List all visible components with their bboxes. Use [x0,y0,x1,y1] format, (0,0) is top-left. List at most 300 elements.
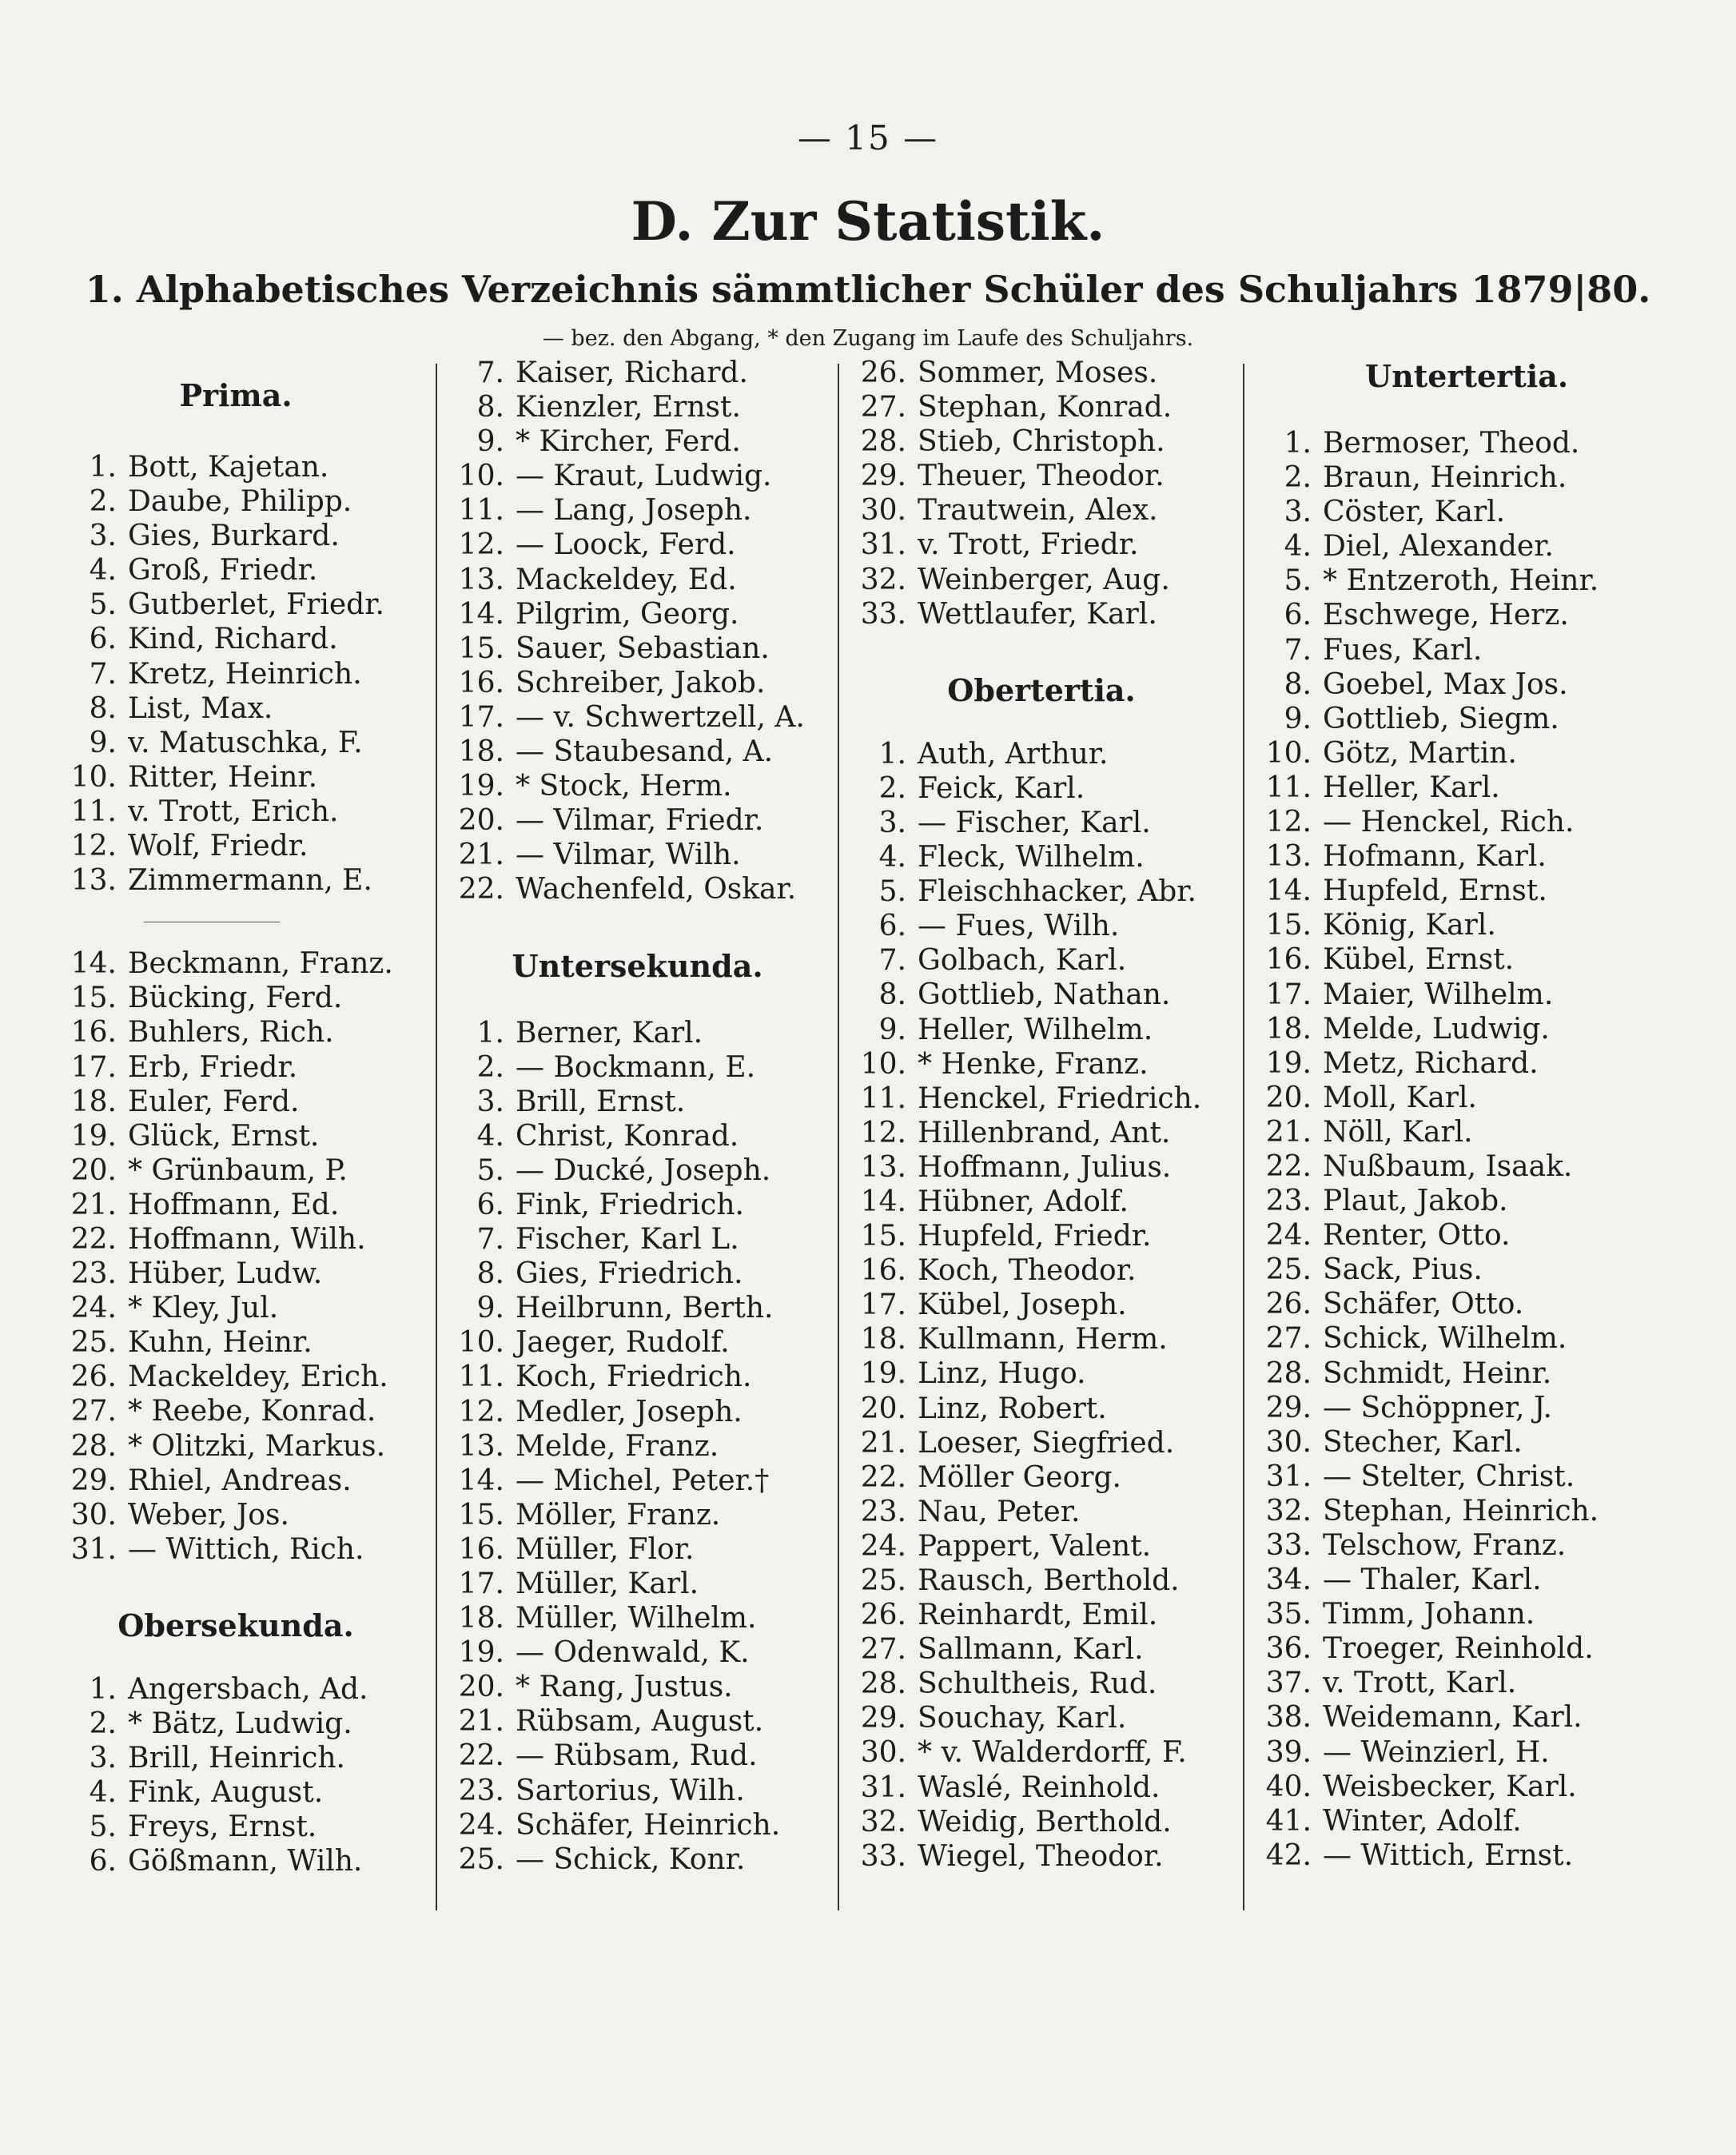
student-name: Möller, Franz. [516,1498,721,1532]
student-name: — Wittich, Rich. [128,1532,364,1566]
student-entry [48,1775,424,1810]
entry-number: 9. [1284,702,1312,735]
entry-number: 19. [1265,1046,1312,1080]
student-name: Berner, Karl. [516,1016,703,1050]
column-4 [1243,356,1690,1873]
student-name: Linz, Hugo. [918,1357,1086,1391]
entry-number: 19. [70,1119,117,1153]
entry-number: 4. [878,841,906,874]
entry-number: 14. [458,1464,504,1497]
student-name: Kind, Richard. [128,623,338,656]
entry-number: 6. [878,910,906,943]
heading-obersekunda: Obersekunda. [117,1607,354,1643]
student-entry [1243,1494,1690,1528]
student-entry [48,484,424,519]
student-name: Freys, Ernst. [128,1810,317,1844]
entry-number: 7. [1284,633,1312,667]
student-entry [436,1739,839,1773]
entry-number: 12. [70,830,117,863]
student-entry [436,700,839,735]
entry-number: 2. [89,485,117,519]
student-entry [48,1153,424,1188]
student-name: Schultheis, Rud. [918,1667,1157,1701]
student-entry [48,1741,424,1775]
student-name: Winter, Adolf. [1323,1804,1522,1838]
student-name: — Weinzierl, H. [1323,1735,1550,1769]
entry-number: 40. [1265,1770,1312,1803]
student-entry [436,1532,839,1567]
prima-list-2 [48,946,424,1567]
untertertia-list [1243,426,1690,1873]
student-name: Melde, Franz. [516,1429,719,1463]
obertertia-list [838,737,1245,1874]
entry-number: 22. [70,1222,117,1256]
entry-number: 10. [860,1047,906,1081]
student-name: Heller, Wilhelm. [918,1013,1153,1046]
column-2 [436,356,839,1877]
student-name: Nöll, Karl. [1323,1115,1473,1149]
entry-number: 9. [476,1292,504,1325]
entry-number: 29. [860,1702,906,1735]
student-name: Brill, Heinrich. [128,1742,346,1775]
student-name: Kretz, Heinrich. [128,657,362,691]
entry-number: 7. [878,944,906,978]
student-name: Waslé, Reinhold. [918,1771,1161,1804]
student-name: Schäfer, Heinrich. [516,1808,781,1842]
entry-number: 5. [476,1153,504,1187]
entry-number: 15. [458,1498,504,1532]
entry-number: 27. [70,1395,117,1428]
student-entry [436,390,839,424]
student-entry [1243,1149,1690,1184]
student-entry [838,1701,1245,1735]
entry-number: 20. [860,1392,906,1425]
entry-number: 25. [458,1842,504,1876]
entry-number: 29. [1265,1391,1312,1424]
student-name: * Bätz, Ludwig. [128,1707,352,1740]
student-name: Wachenfeld, Oskar. [516,873,797,906]
student-name: Henckel, Friedrich. [918,1081,1202,1115]
student-entry [48,1810,424,1844]
student-name: Bott, Kajetan. [128,451,329,484]
student-name: Medler, Joseph. [516,1395,743,1428]
student-name: — Fues, Wilh. [918,910,1120,943]
entry-number: 1. [476,1016,504,1050]
student-entry [48,1325,424,1360]
entry-number: 12. [458,528,504,562]
entry-number: 26. [860,1599,906,1632]
student-entry [1243,1528,1690,1563]
student-entry [1243,1838,1690,1873]
entry-number: 3. [878,806,906,839]
entry-number: 19. [458,1636,504,1670]
student-entry [1243,529,1690,564]
student-entry [48,1015,424,1050]
entry-number: 17. [860,1289,906,1322]
entry-number: 3. [1284,496,1312,529]
student-entry [48,1257,424,1291]
student-name: Stecher, Karl. [1323,1425,1523,1459]
student-name: Cöster, Karl. [1323,496,1506,529]
entry-number: 26. [1265,1288,1312,1321]
student-name: Kullmann, Herm. [918,1323,1168,1356]
student-entry [838,597,1245,631]
student-entry [1243,1287,1690,1321]
entry-number: 12. [458,1395,504,1428]
student-entry [838,493,1245,528]
entry-number: 18. [860,1323,906,1356]
entry-number: 42. [1265,1838,1312,1872]
student-name: Trautwein, Alex. [918,494,1158,528]
entry-number: 12. [860,1116,906,1149]
student-entry [436,666,839,700]
student-entry [48,588,424,622]
entry-number: 15. [458,631,504,665]
student-entry [436,1808,839,1842]
student-name: — Lang, Joseph. [516,494,752,528]
student-name: Daube, Philipp. [128,485,352,519]
student-name: Sack, Pius. [1323,1253,1483,1287]
column-3 [838,356,1245,1874]
student-name: Kuhn, Heinr. [128,1326,313,1360]
entry-number: 3. [89,1742,117,1775]
student-name: Diel, Alexander. [1323,530,1554,564]
student-name: Beckmann, Franz. [128,947,393,981]
entry-number: 28. [860,1667,906,1701]
entry-number: 28. [70,1429,117,1463]
entry-number: 6. [89,1845,117,1878]
entry-number: 6. [1284,599,1312,632]
student-name: Fues, Karl. [1323,633,1483,667]
heading-obertertia: Obertertia. [947,671,1136,708]
student-entry [1243,736,1690,771]
student-entry [436,631,839,666]
entry-number: 32. [860,563,906,596]
student-name: Wiegel, Theodor. [918,1839,1164,1873]
student-entry [436,1119,839,1153]
student-entry [1243,1253,1690,1287]
entry-number: 23. [70,1257,117,1291]
page-number: — 15 — [797,118,939,157]
entry-number: 11. [70,795,117,828]
entry-number: 17. [70,1050,117,1084]
entry-number: 30. [1265,1425,1312,1459]
student-name: Hupfeld, Friedr. [918,1220,1152,1253]
student-entry [838,1081,1245,1116]
student-entry [1243,805,1690,839]
entry-number: 31. [860,528,906,562]
entry-number: 30. [70,1498,117,1532]
column-1 [48,356,424,1878]
entry-number: 5. [89,1810,117,1844]
student-entry [436,1601,839,1635]
entry-number: 41. [1265,1804,1312,1838]
entry-number: 13. [458,563,504,596]
student-name: Feick, Karl. [918,771,1085,805]
student-entry [48,863,424,898]
student-name: Gottlieb, Siegm. [1323,702,1559,735]
student-name: Hoffmann, Ed. [128,1188,340,1221]
student-name: — Loock, Ferd. [516,528,736,562]
entry-number: 30. [860,494,906,528]
entry-number: 2. [878,771,906,805]
student-entry [48,622,424,656]
student-name: Hillenbrand, Ant. [918,1116,1171,1149]
entry-number: 21. [70,1188,117,1221]
student-name: — Schöppner, J. [1323,1391,1552,1424]
student-entry [48,691,424,726]
student-name: v. Trott, Friedr. [918,528,1139,562]
entry-number: 28. [860,425,906,459]
student-entry [436,1704,839,1739]
entry-number: 38. [1265,1701,1312,1735]
student-name: v. Trott, Karl. [1323,1667,1517,1700]
student-name: Zimmermann, E. [128,864,372,898]
entry-number: 29. [860,460,906,493]
student-entry [436,528,839,562]
student-entry [838,1253,1245,1288]
entry-number: 14. [860,1185,906,1218]
student-entry [48,981,424,1015]
student-name: Bücking, Ferd. [128,982,343,1015]
student-entry [1243,1218,1690,1253]
legend: — bez. den Abgang, * den Zugang im Laufe des Schuljahrs. [542,326,1194,351]
entry-number: 20. [1265,1081,1312,1114]
student-entry [436,493,839,528]
student-name: Jaeger, Rudolf. [516,1326,730,1360]
student-name: Schäfer, Otto. [1323,1288,1524,1321]
student-entry [838,1288,1245,1322]
student-entry [436,735,839,769]
student-name: Weisbecker, Karl. [1323,1770,1577,1803]
student-name: — Rübsam, Rud. [516,1739,758,1773]
student-name: Golbach, Karl. [918,944,1127,978]
student-name: Gies, Friedrich. [516,1257,743,1291]
student-name: Braun, Heinrich. [1323,461,1567,495]
student-name: Kaiser, Richard. [516,357,748,389]
student-name: Heilbrunn, Berth. [516,1292,774,1325]
student-entry [48,1119,424,1153]
student-name: Ritter, Heinr. [128,760,318,794]
student-entry [1243,460,1690,495]
entry-number: 14. [1265,874,1312,908]
student-entry [436,1016,839,1050]
student-name: Mackeldey, Ed. [516,563,737,596]
entry-number: 9. [476,425,504,459]
student-name: Fischer, Karl L. [516,1223,739,1257]
entry-number: 4. [1284,530,1312,564]
student-name: Hübner, Adolf. [918,1185,1129,1218]
student-entry [1243,1666,1690,1700]
student-entry [1243,495,1690,529]
student-entry [838,459,1245,493]
student-name: Loeser, Siegfried. [918,1426,1175,1460]
student-name: Müller, Flor. [516,1532,695,1566]
entry-number: 6. [476,1188,504,1221]
student-entry [48,519,424,553]
student-name: — Stelter, Christ. [1323,1460,1575,1493]
student-entry [838,1598,1245,1632]
student-name: * Grünbaum, P. [128,1153,348,1187]
student-entry [48,1498,424,1532]
student-name: Telschow, Franz. [1323,1529,1567,1562]
student-entry [48,1085,424,1119]
student-entry [1243,1700,1690,1735]
student-name: Mackeldey, Erich. [128,1360,388,1394]
student-entry [436,356,839,390]
student-entry [436,1464,839,1498]
student-name: Kübel, Joseph. [918,1289,1127,1322]
entry-number: 25. [860,1564,906,1597]
entry-number: 24. [860,1529,906,1563]
student-name: Sartorius, Wilh. [516,1774,745,1807]
student-name: Koch, Theodor. [918,1254,1137,1288]
entry-number: 34. [1265,1563,1312,1597]
student-entry [48,795,424,829]
untersekunda-cont-list [838,356,1245,631]
student-name: Möller Georg. [918,1460,1121,1494]
student-entry [1243,598,1690,632]
student-entry [1243,978,1690,1012]
student-entry [838,356,1245,390]
student-name: Sauer, Sebastian. [516,631,770,665]
student-entry [1243,1081,1690,1115]
entry-number: 17. [458,700,504,734]
student-name: * Rang, Justus. [516,1671,733,1704]
student-name: Gottlieb, Nathan. [918,978,1171,1012]
student-entry [436,1153,839,1188]
student-name: Erb, Friedr. [128,1050,298,1084]
student-entry [1243,1735,1690,1770]
entry-number: 16. [1265,943,1312,977]
entry-number: 18. [1265,1012,1312,1046]
student-entry [48,1360,424,1394]
student-name: Theuer, Theodor. [918,460,1165,493]
student-entry [838,1322,1245,1356]
entry-number: 10. [1265,736,1312,770]
student-name: Weidig, Berthold. [918,1805,1172,1838]
student-name: Hoffmann, Wilh. [128,1222,366,1256]
entry-number: 16. [70,1016,117,1050]
entry-number: 10. [458,460,504,493]
student-name: Moll, Karl. [1323,1081,1477,1114]
entry-number: 14. [458,597,504,631]
entry-number: 30. [860,1736,906,1770]
student-name: Linz, Robert. [918,1392,1107,1425]
student-entry [1243,1321,1690,1356]
entry-number: 15. [1265,909,1312,942]
obersekunda-list [48,1672,424,1879]
entry-number: 37. [1265,1667,1312,1700]
entry-number: 2. [1284,461,1312,495]
student-entry [1243,1631,1690,1666]
entry-number: 23. [860,1495,906,1528]
student-entry [436,1635,839,1670]
entry-number: 33. [860,1839,906,1873]
student-entry [1243,426,1690,460]
student-name: — Bockmann, E. [516,1050,756,1084]
student-entry [436,769,839,803]
entry-number: 17. [1265,978,1312,1011]
student-entry [436,1670,839,1704]
student-entry [436,1774,839,1808]
entry-number: 28. [1265,1356,1312,1390]
student-name: Melde, Ludwig. [1323,1012,1550,1046]
student-name: Brill, Ernst. [516,1085,686,1118]
entry-number: 29. [70,1464,117,1497]
student-entry [838,909,1245,943]
entry-number: 4. [89,1776,117,1810]
entry-number: 1. [89,451,117,484]
student-entry [1243,564,1690,598]
entry-number: 20. [458,804,504,838]
student-name: * Stock, Herm. [516,770,732,803]
student-name: Schreiber, Jakob. [516,666,766,699]
heading-untersekunda: Untersekunda. [512,947,763,984]
student-name: Schmidt, Heinr. [1323,1356,1552,1390]
entry-number: 24. [70,1292,117,1325]
student-name: Wettlaufer, Karl. [918,597,1157,631]
entry-number: 25. [1265,1253,1312,1287]
entry-number: 2. [476,1050,504,1084]
student-entry [436,1395,839,1429]
student-entry [48,450,424,484]
entry-number: 21. [458,838,504,872]
student-name: Götz, Martin. [1323,736,1517,770]
entry-number: 16. [458,666,504,699]
entry-number: 9. [878,1013,906,1046]
student-entry [48,829,424,863]
student-entry [1243,839,1690,874]
student-entry [436,1567,839,1601]
student-entry [1243,1391,1690,1425]
student-name: Koch, Friedrich. [516,1360,752,1394]
student-entry [1243,702,1690,736]
student-name: Auth, Arthur. [918,737,1109,771]
student-entry [1243,1563,1690,1597]
student-entry [838,1632,1245,1667]
student-name: Fink, August. [128,1776,324,1810]
student-entry [838,1426,1245,1460]
entry-number: 12. [1265,806,1312,839]
entry-number: 9. [89,726,117,759]
entry-number: 15. [860,1220,906,1253]
student-entry [48,1429,424,1464]
entry-number: 8. [476,391,504,424]
student-entry [838,1116,1245,1150]
student-entry [48,1394,424,1428]
entry-number: 13. [1265,840,1312,874]
student-name: — Vilmar, Friedr. [516,804,764,838]
student-entry [436,1325,839,1360]
student-name: * Kley, Jul. [128,1292,279,1325]
student-entry [1243,1425,1690,1460]
student-name: * v. Walderdorff, F. [918,1736,1187,1770]
entry-number: 16. [860,1254,906,1288]
student-entry [1243,1460,1690,1494]
student-entry [838,1839,1245,1874]
student-name: Hüber, Ludw. [128,1257,323,1291]
student-name: Schick, Wilhelm. [1323,1322,1567,1356]
student-entry [1243,667,1690,702]
student-name: Nußbaum, Isaak. [1323,1149,1573,1183]
obersekunda-cont-list [436,356,839,907]
entry-number: 19. [860,1357,906,1391]
student-entry [838,1356,1245,1391]
student-name: * Kircher, Ferd. [516,425,741,459]
entry-number: 6. [89,623,117,656]
student-name: — Michel, Peter.† [516,1464,770,1497]
